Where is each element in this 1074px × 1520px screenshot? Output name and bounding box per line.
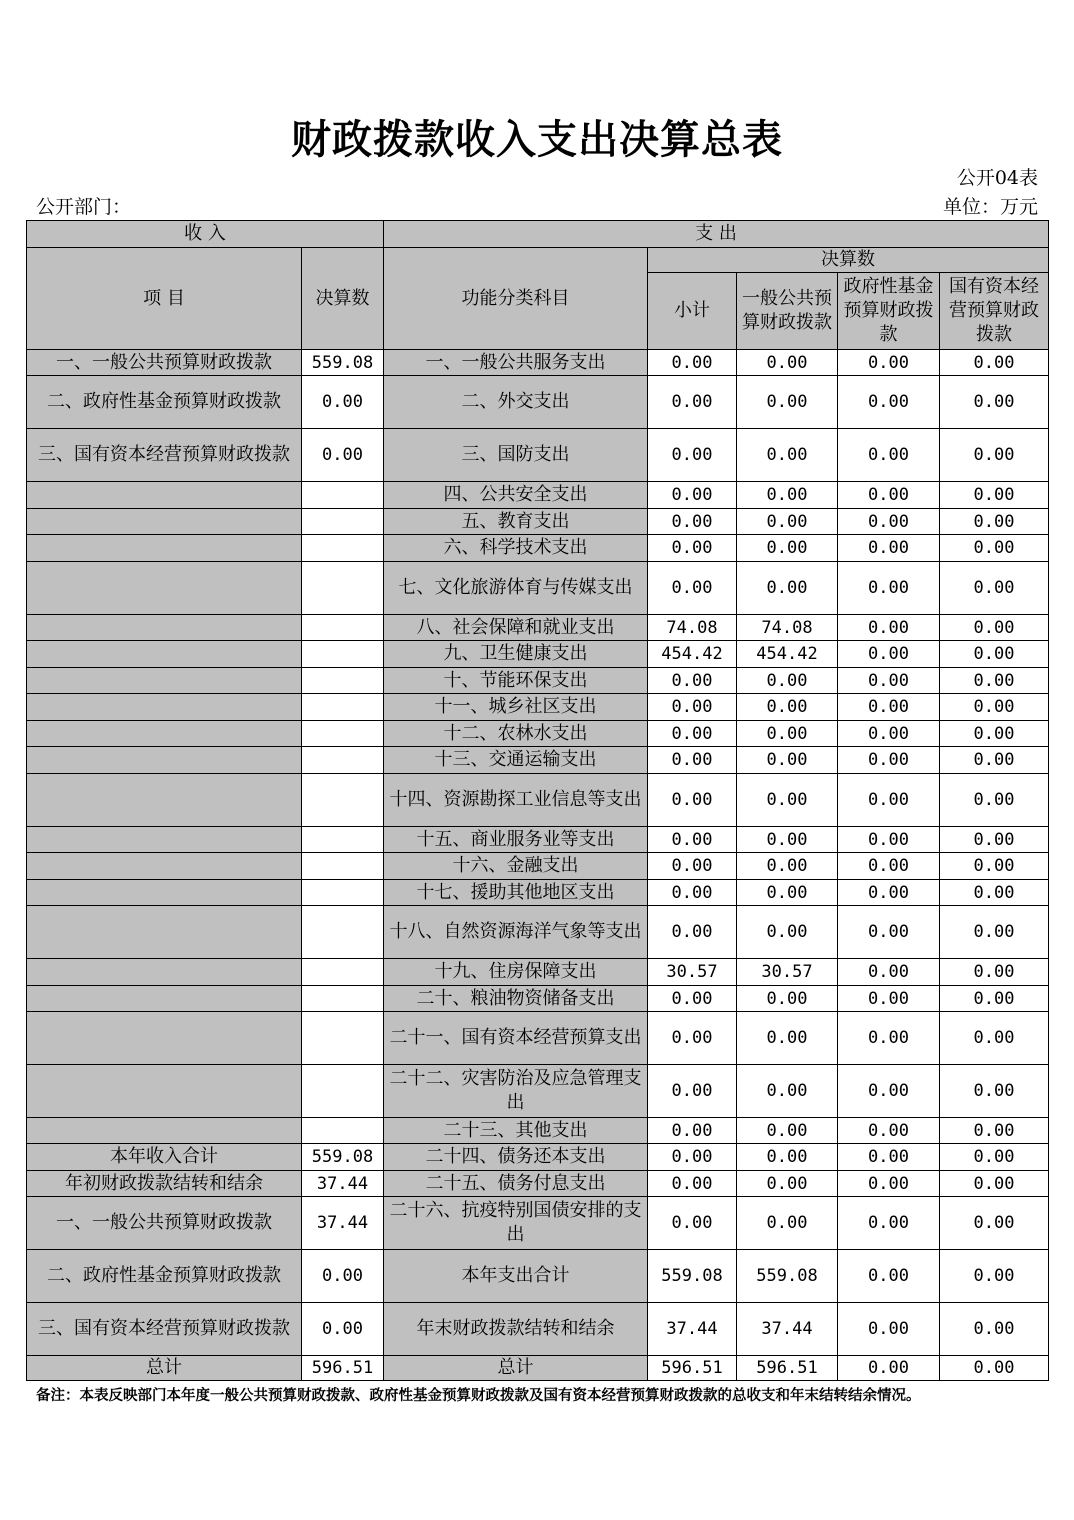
table-row: [27, 562, 1049, 615]
income-amount-cell: [302, 1065, 384, 1118]
income-item-cell: [27, 482, 302, 509]
income-item-cell: [27, 906, 302, 959]
subtotal-cell: 0.00: [648, 562, 737, 615]
income-amount-cell: [302, 615, 384, 641]
income-item-cell: [27, 959, 302, 986]
general-budget-cell: 0.00: [737, 880, 838, 906]
expense-item-cell: 十一、城乡社区支出: [384, 694, 648, 721]
expense-item-cell: 八、社会保障和就业支出: [384, 615, 648, 641]
general-budget-cell: 559.08: [737, 1250, 838, 1303]
income-amount-cell: [302, 853, 384, 880]
gov-fund-cell: 0.00: [838, 1065, 940, 1118]
income-amount-cell: [302, 774, 384, 827]
general-budget-cell: 0.00: [737, 721, 838, 747]
subtotal-cell: 0.00: [648, 429, 737, 482]
income-amount-cell: 559.08: [302, 1144, 384, 1171]
final-amount-header: 决算数: [648, 248, 1049, 273]
state-capital-cell: 0.00: [940, 641, 1049, 668]
state-capital-cell: 0.00: [940, 906, 1049, 959]
income-item-cell: [27, 694, 302, 721]
income-item-cell: [27, 1012, 302, 1065]
subtotal-header: 小计: [648, 273, 737, 350]
gov-fund-cell: 0.00: [838, 350, 940, 376]
general-budget-cell: 0.00: [737, 827, 838, 853]
table-row: [27, 535, 1049, 562]
general-budget-cell: 596.51: [737, 1356, 838, 1381]
income-item-cell: 年初财政拨款结转和结余: [27, 1171, 302, 1197]
subtotal-cell: 454.42: [648, 641, 737, 668]
table-row: [27, 641, 1049, 668]
income-amount-cell: [302, 509, 384, 535]
expense-item-cell: 二十五、债务付息支出: [384, 1171, 648, 1197]
state-capital-cell: 0.00: [940, 482, 1049, 509]
expense-item-cell: 二十四、债务还本支出: [384, 1144, 648, 1171]
income-item-cell: 本年收入合计: [27, 1144, 302, 1171]
subtotal-cell: 0.00: [648, 1144, 737, 1171]
gov-fund-cell: 0.00: [838, 562, 940, 615]
income-item-cell: 三、国有资本经营预算财政拨款: [27, 1303, 302, 1356]
state-capital-cell: 0.00: [940, 376, 1049, 429]
income-amount-cell: [302, 721, 384, 747]
expense-item-cell: 十四、资源勘探工业信息等支出: [384, 774, 648, 827]
table-row: [27, 721, 1049, 747]
gov-fund-cell: 0.00: [838, 615, 940, 641]
gov-fund-cell: 0.00: [838, 1356, 940, 1381]
income-amount-cell: [302, 1012, 384, 1065]
income-amount-cell: 559.08: [302, 350, 384, 376]
expense-item-cell: 二、外交支出: [384, 376, 648, 429]
income-amount-cell: 0.00: [302, 1250, 384, 1303]
income-amount-cell: [302, 827, 384, 853]
state-capital-cell: 0.00: [940, 986, 1049, 1012]
table-row: [27, 853, 1049, 880]
expense-item-cell: 五、教育支出: [384, 509, 648, 535]
subtotal-cell: 0.00: [648, 376, 737, 429]
state-capital-cell: 0.00: [940, 1118, 1049, 1144]
expense-item-cell: 十二、农林水支出: [384, 721, 648, 747]
state-capital-cell: 0.00: [940, 535, 1049, 562]
general-budget-cell: 0.00: [737, 694, 838, 721]
gov-fund-cell: 0.00: [838, 853, 940, 880]
table-row: [27, 880, 1049, 906]
income-item-cell: 二、政府性基金预算财政拨款: [27, 376, 302, 429]
expense-item-cell: 二十一、国有资本经营预算支出: [384, 1012, 648, 1065]
state-capital-cell: 0.00: [940, 1250, 1049, 1303]
gov-fund-cell: 0.00: [838, 376, 940, 429]
form-number: 公开04表: [956, 167, 1038, 189]
income-amount-cell: 37.44: [302, 1197, 384, 1250]
income-amount-cell: 596.51: [302, 1356, 384, 1381]
subtotal-cell: 0.00: [648, 774, 737, 827]
state-capital-cell: 0.00: [940, 774, 1049, 827]
expense-item-cell: 年末财政拨款结转和结余: [384, 1303, 648, 1356]
subtotal-cell: 0.00: [648, 482, 737, 509]
subtotal-cell: 0.00: [648, 1118, 737, 1144]
income-item-cell: 一、一般公共预算财政拨款: [27, 1197, 302, 1250]
general-budget-cell: 0.00: [737, 853, 838, 880]
expense-item-cell: 十八、自然资源海洋气象等支出: [384, 906, 648, 959]
income-item-cell: 总计: [27, 1356, 302, 1381]
income-item-cell: [27, 641, 302, 668]
general-budget-cell: 0.00: [737, 1065, 838, 1118]
income-item-cell: 二、政府性基金预算财政拨款: [27, 1250, 302, 1303]
general-budget-cell: 0.00: [737, 1012, 838, 1065]
income-amount-cell: [302, 641, 384, 668]
state-capital-cell: 0.00: [940, 959, 1049, 986]
subtotal-cell: 0.00: [648, 827, 737, 853]
income-item-cell: [27, 1065, 302, 1118]
income-amount-cell: [302, 562, 384, 615]
state-capital-cell: 0.00: [940, 615, 1049, 641]
subtotal-cell: 0.00: [648, 535, 737, 562]
subtotal-cell: 0.00: [648, 1197, 737, 1250]
income-item-cell: [27, 668, 302, 694]
unit-label: 单位：万元: [942, 196, 1038, 218]
general-budget-cell: 0.00: [737, 906, 838, 959]
gov-fund-cell: 0.00: [838, 986, 940, 1012]
general-budget-cell: 0.00: [737, 562, 838, 615]
gov-fund-cell: 0.00: [838, 1118, 940, 1144]
general-budget-cell: 0.00: [737, 1118, 838, 1144]
general-budget-cell: 0.00: [737, 668, 838, 694]
state-capital-cell: 0.00: [940, 1197, 1049, 1250]
state-capital-cell: 0.00: [940, 1356, 1049, 1381]
table-row: [27, 482, 1049, 509]
gov-fund-cell: 0.00: [838, 429, 940, 482]
gov-fund-header: 政府性基金预算财政拨款: [838, 273, 940, 350]
general-budget-cell: 0.00: [737, 482, 838, 509]
general-budget-cell: 74.08: [737, 615, 838, 641]
income-amount-cell: [302, 694, 384, 721]
budget-table: [26, 220, 1049, 1381]
subtotal-cell: 0.00: [648, 747, 737, 774]
expense-item-cell: 十九、住房保障支出: [384, 959, 648, 986]
state-capital-header: 国有资本经营预算财政拨款: [940, 273, 1049, 350]
general-budget-cell: 0.00: [737, 350, 838, 376]
expense-item-cell: 十三、交通运输支出: [384, 747, 648, 774]
subtotal-cell: 0.00: [648, 694, 737, 721]
table-row: [27, 1065, 1049, 1118]
table-row: [27, 906, 1049, 959]
state-capital-cell: 0.00: [940, 1144, 1049, 1171]
subtotal-cell: 0.00: [648, 350, 737, 376]
table-row: [27, 774, 1049, 827]
expense-item-cell: 三、国防支出: [384, 429, 648, 482]
table-row: [27, 1303, 1049, 1356]
expense-item-cell: 四、公共安全支出: [384, 482, 648, 509]
general-budget-cell: 0.00: [737, 535, 838, 562]
income-amount-cell: [302, 668, 384, 694]
income-amount-cell: [302, 906, 384, 959]
state-capital-cell: 0.00: [940, 880, 1049, 906]
income-item-cell: [27, 774, 302, 827]
expense-item-cell: 一、一般公共服务支出: [384, 350, 648, 376]
income-header: 收 入: [27, 221, 384, 248]
subtotal-cell: 0.00: [648, 906, 737, 959]
table-row: [27, 1144, 1049, 1171]
state-capital-cell: 0.00: [940, 429, 1049, 482]
state-capital-cell: 0.00: [940, 694, 1049, 721]
state-capital-cell: 0.00: [940, 1065, 1049, 1118]
general-budget-cell: 0.00: [737, 1171, 838, 1197]
table-row: [27, 694, 1049, 721]
expense-item-cell: 十、节能环保支出: [384, 668, 648, 694]
gov-fund-cell: 0.00: [838, 827, 940, 853]
income-amount-cell: [302, 880, 384, 906]
table-row: [27, 615, 1049, 641]
subtotal-cell: 596.51: [648, 1356, 737, 1381]
income-item-cell: [27, 509, 302, 535]
income-item-cell: 一、一般公共预算财政拨款: [27, 350, 302, 376]
expense-header: 支 出: [384, 221, 1049, 248]
subtotal-cell: 30.57: [648, 959, 737, 986]
gov-fund-cell: 0.00: [838, 482, 940, 509]
general-budget-cell: 0.00: [737, 509, 838, 535]
table-row: [27, 1250, 1049, 1303]
income-item-cell: [27, 562, 302, 615]
table-row: [27, 1197, 1049, 1250]
gov-fund-cell: 0.00: [838, 694, 940, 721]
general-budget-cell: 0.00: [737, 774, 838, 827]
table-row: [27, 959, 1049, 986]
expense-item-cell: 六、科学技术支出: [384, 535, 648, 562]
table-row: [27, 1118, 1049, 1144]
subtotal-cell: 0.00: [648, 853, 737, 880]
income-item-cell: [27, 880, 302, 906]
expense-item-cell: 十五、商业服务业等支出: [384, 827, 648, 853]
page-title: 财政拨款收入支出决算总表: [291, 116, 783, 163]
gov-fund-cell: 0.00: [838, 1303, 940, 1356]
state-capital-cell: 0.00: [940, 1171, 1049, 1197]
state-capital-cell: 0.00: [940, 721, 1049, 747]
general-budget-cell: 0.00: [737, 429, 838, 482]
gov-fund-cell: 0.00: [838, 774, 940, 827]
income-item-cell: [27, 1118, 302, 1144]
income-item-cell: [27, 615, 302, 641]
general-budget-cell: 454.42: [737, 641, 838, 668]
subtotal-cell: 0.00: [648, 668, 737, 694]
gov-fund-cell: 0.00: [838, 906, 940, 959]
table-row: [27, 376, 1049, 429]
general-budget-cell: 0.00: [737, 1197, 838, 1250]
income-item-cell: [27, 747, 302, 774]
gov-fund-cell: 0.00: [838, 1171, 940, 1197]
subtotal-cell: 559.08: [648, 1250, 737, 1303]
gov-fund-cell: 0.00: [838, 641, 940, 668]
general-budget-header: 一般公共预算财政拨款: [737, 273, 838, 350]
income-amount-cell: [302, 482, 384, 509]
table-row: [27, 986, 1049, 1012]
footnote: 备注：本表反映部门本年度一般公共预算财政拨款、政府性基金预算财政拨款及国有资本经营预算财政拨款的总收支和年末结转结余情况。: [36, 1387, 921, 1404]
income-item-cell: [27, 827, 302, 853]
gov-fund-cell: 0.00: [838, 1012, 940, 1065]
table-row: [27, 509, 1049, 535]
income-amount-cell: [302, 747, 384, 774]
table-row: [27, 429, 1049, 482]
subtotal-cell: 0.00: [648, 1012, 737, 1065]
expense-item-cell: 本年支出合计: [384, 1250, 648, 1303]
subtotal-cell: 74.08: [648, 615, 737, 641]
income-item-cell: [27, 721, 302, 747]
subtotal-cell: 0.00: [648, 1171, 737, 1197]
general-budget-cell: 0.00: [737, 986, 838, 1012]
income-amount-cell: [302, 1118, 384, 1144]
department-label: 公开部门：: [36, 196, 132, 218]
table-row: [27, 668, 1049, 694]
income-item-cell: [27, 986, 302, 1012]
subtotal-cell: 0.00: [648, 986, 737, 1012]
income-item-cell: [27, 853, 302, 880]
income-amount-cell: [302, 535, 384, 562]
gov-fund-cell: 0.00: [838, 535, 940, 562]
function-class-header: 功能分类科目: [384, 248, 648, 350]
general-budget-cell: 0.00: [737, 1144, 838, 1171]
table-row: [27, 1012, 1049, 1065]
table-row: [27, 1171, 1049, 1197]
expense-item-cell: 二十六、抗疫特别国债安排的支出: [384, 1197, 648, 1250]
table-row: [27, 1356, 1049, 1381]
table-row: [27, 350, 1049, 376]
state-capital-cell: 0.00: [940, 1303, 1049, 1356]
general-budget-cell: 37.44: [737, 1303, 838, 1356]
state-capital-cell: 0.00: [940, 747, 1049, 774]
income-item-cell: [27, 535, 302, 562]
gov-fund-cell: 0.00: [838, 880, 940, 906]
item-header: 项 目: [27, 248, 302, 350]
state-capital-cell: 0.00: [940, 350, 1049, 376]
expense-item-cell: 十七、援助其他地区支出: [384, 880, 648, 906]
gov-fund-cell: 0.00: [838, 721, 940, 747]
state-capital-cell: 0.00: [940, 1012, 1049, 1065]
income-item-cell: 三、国有资本经营预算财政拨款: [27, 429, 302, 482]
table-row: [27, 827, 1049, 853]
income-amount-cell: 0.00: [302, 429, 384, 482]
general-budget-cell: 0.00: [737, 747, 838, 774]
general-budget-cell: 30.57: [737, 959, 838, 986]
subtotal-cell: 0.00: [648, 880, 737, 906]
subtotal-cell: 37.44: [648, 1303, 737, 1356]
gov-fund-cell: 0.00: [838, 959, 940, 986]
expense-item-cell: 九、卫生健康支出: [384, 641, 648, 668]
expense-item-cell: 七、文化旅游体育与传媒支出: [384, 562, 648, 615]
state-capital-cell: 0.00: [940, 827, 1049, 853]
expense-item-cell: 二十三、其他支出: [384, 1118, 648, 1144]
income-amount-cell: 37.44: [302, 1171, 384, 1197]
gov-fund-cell: 0.00: [838, 668, 940, 694]
table-row: [27, 747, 1049, 774]
general-budget-cell: 0.00: [737, 376, 838, 429]
expense-item-cell: 总计: [384, 1356, 648, 1381]
income-amount-cell: 0.00: [302, 376, 384, 429]
gov-fund-cell: 0.00: [838, 1197, 940, 1250]
income-amount-cell: 0.00: [302, 1303, 384, 1356]
gov-fund-cell: 0.00: [838, 747, 940, 774]
state-capital-cell: 0.00: [940, 668, 1049, 694]
state-capital-cell: 0.00: [940, 853, 1049, 880]
income-amount-cell: [302, 986, 384, 1012]
expense-item-cell: 二十、粮油物资储备支出: [384, 986, 648, 1012]
income-amount-header: 决算数: [302, 248, 384, 350]
gov-fund-cell: 0.00: [838, 1144, 940, 1171]
subtotal-cell: 0.00: [648, 721, 737, 747]
subtotal-cell: 0.00: [648, 1065, 737, 1118]
subtotal-cell: 0.00: [648, 509, 737, 535]
state-capital-cell: 0.00: [940, 509, 1049, 535]
state-capital-cell: 0.00: [940, 562, 1049, 615]
gov-fund-cell: 0.00: [838, 509, 940, 535]
income-amount-cell: [302, 959, 384, 986]
expense-item-cell: 十六、金融支出: [384, 853, 648, 880]
gov-fund-cell: 0.00: [838, 1250, 940, 1303]
expense-item-cell: 二十二、灾害防治及应急管理支出: [384, 1065, 648, 1118]
